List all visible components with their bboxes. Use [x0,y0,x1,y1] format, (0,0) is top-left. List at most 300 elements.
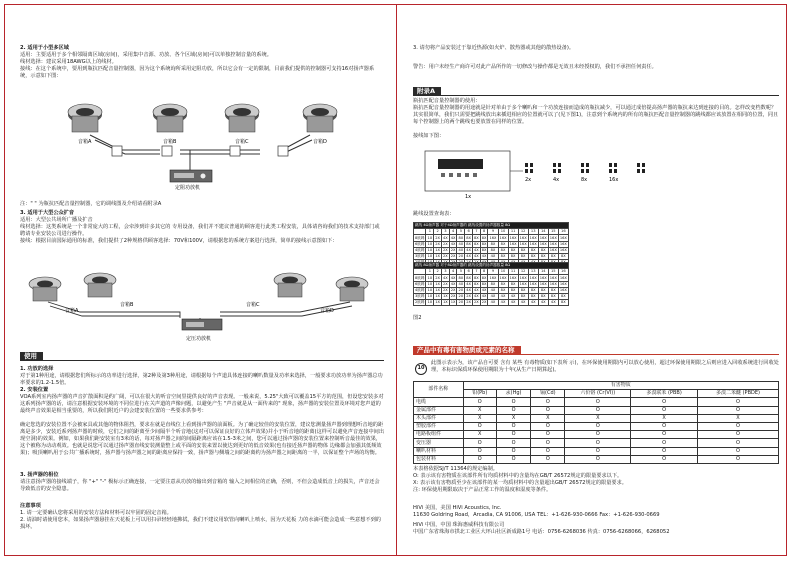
table-cell: 1X [427,281,433,286]
table-header: 跳线 8Ω扬声器 对于8Ω扬声器的 跳线设置的扬声器数量 8Ω [414,263,569,269]
speaker-c-2 [274,273,306,297]
table-cell: 16X [529,241,537,246]
rohs-cell: O [531,455,565,463]
rohs-cell: O [631,422,698,430]
speaker-b [153,104,187,132]
rohs-cell: O [631,431,698,439]
rohs-column-header: 铅(Pb) [463,390,496,398]
table-cell: 4X [488,253,498,259]
rohs-row [414,447,779,455]
rohs-row-label: 变压器 [414,439,464,447]
rohs-cell: O [496,406,530,414]
table-cell: 8X [548,287,558,293]
table-cell: 4X [450,281,456,286]
table-cell: 2X [442,247,448,252]
speaker-d [303,104,337,132]
rohs-cell: O [496,431,530,439]
figure-2-label: 图2 [413,315,422,321]
rohs-row-label: 木头部件 [414,414,464,422]
table-cell: 16X [559,241,567,246]
table-cell: 8X [488,281,498,287]
column-header: 2 [434,229,442,235]
table-cell: 4X [518,300,528,306]
rohs-row-label: 电路板组件 [414,431,464,439]
use-3-text: 请注意扬声器的接线端子，你 "+" "-" 极标示正确连接，一定要注意从功放的输出到音箱的 输入之间相位的正确，否则，不但会造成低音上的损失，声音还会导致低音的安全隐患。 [20,479,380,493]
table-cell: 16X [559,281,567,286]
column-header: 16 [558,269,568,275]
column-header: 11 [508,229,518,235]
rohs-section-header: 产品中有毒有害物质或元素的名称 [413,346,521,355]
column-header: 5 [457,229,465,235]
table-cell: 8X [498,281,508,287]
speaker-label-c: 音箱C [235,139,249,145]
table-cell: 4X [442,275,448,280]
table-cell: 8X [488,241,498,247]
company-us-address: 11630 Goldring Road，Arcadia, CA 91006, USA TEL：+1-626-930-0666 Fax：+1-626-930-0669 [413,512,660,518]
table-cell: 2X [442,287,448,292]
table-cell: 1X [435,254,440,259]
table-cell: 2X [435,275,440,280]
appendix-a-header: 附录A [413,87,441,96]
column-header: 16 [558,229,568,235]
section-3-title: 3. 适用于大型公众扩音 [20,210,75,216]
column-header: 12 [518,269,528,275]
table-cell: 16X [559,275,567,280]
speaker-label-c-2: 音箱C [246,302,260,308]
speaker-label-a: 音箱A [78,139,92,145]
table-cell: 2X [473,300,479,305]
table-cell: 1X [435,294,440,299]
table-cell: 16X [519,281,527,286]
section-2-p2: 线材选择：建议采用18AWG以上的线材。 [20,59,117,65]
table-cell: 8X [498,253,508,259]
figure-1-note: 注：" " 为瓶抗匹配音量控制器，它的调线图及介绍请看附录A [20,201,162,207]
table-cell: 2X [450,294,456,299]
rohs-cell: X [531,414,565,422]
notes-title: 注意事项 [20,503,41,509]
section-3-p1: 适用：大型公共场所广播及扩音 [20,217,93,223]
table-cell: 8X [466,241,471,246]
rohs-cell: O [531,398,565,406]
row-label: 4欧姆 [415,247,425,252]
table-cell: 4X [481,294,487,299]
use-2-text-2: 确定您选的安装位置不会被家具或其他的物体阻挡，要求在就是直线位上看到扬声器的前面板。为了确定较佳的安装位置，建议您测量扬声器到理想听音地的距离是多少，安装近系列扬声器的时候，它们之间的距离至少间隔半个听音地(这对可以保证良好的立体声效果)并小于听音地的距离(这样可以避免声音连接中间出现空洞)的效果。例如，如果我们距安装室有3米的话，每对扬声器之间的间隔距离应该在1.5-3米之间，您可以通过扬声器的安装位置来控制听音最佳的效果，这个被称为动动观效。也就是说您可以通过扬声器直线安装测量整上或平面的安装来置以使达到更好的低音效果(也有接近扬声器的物体 边缘都会加强其低频效果)；吸顶喇叭用于公共广播系统时，扬声器与扬声器之间的距离应保持一致，扬声器与侧墙之间的距离约为扬声器之间距离的一半，以保证整个声场的均衡。 [20,422,385,457]
rohs-cell: X [496,414,530,422]
rohs-note-4: 注: 环保使用期限取决于产品正常工作的温度和湿度等条件。 [413,487,552,493]
rohs-cell: X [565,414,631,422]
table-cell: 4X [466,287,471,292]
rohs-caption: 有害物质 [463,382,778,390]
table-cell: 16X [539,235,547,240]
column-header: 1 [426,269,434,275]
table-cell: 4X [466,247,471,252]
row-label: 3欧姆 [415,294,425,299]
table-cell: 1X [450,300,456,305]
multiplier-2x: 2x [525,177,532,183]
table-cell: 1X [427,241,433,246]
table-cell: 8X [538,287,548,293]
rohs-row [414,455,779,463]
table-row [414,293,569,299]
table-cell: 4X [458,281,464,286]
table-cell: 16X [529,275,537,280]
rohs-part-header: 部件名称 [414,382,464,398]
rohs-column-header: 汞(Hg) [496,390,530,398]
column-header: 2 [434,269,442,275]
rohs-note-3: X: 表示该有害物质至少在该部件的某一均质材料中的含量超出GB/T 26572规定的限量要求。 [413,480,627,486]
rohs-row [414,431,779,439]
rohs-cell: O [698,431,779,439]
table-cell: 2X [450,247,456,252]
jumper-table-8ohm [413,262,569,306]
table-cell: 8X [481,275,487,280]
row-label: 3欧姆 [415,254,425,259]
table-cell: 1X [435,300,440,305]
rohs-cell: O [531,431,565,439]
table-cell: 2X [435,241,440,246]
table-cell: 8X [538,247,548,253]
table-cell: 16X [559,247,567,252]
rohs-cell: O [463,398,496,406]
table-cell: 8X [508,247,518,253]
table-header: 跳线 4Ω扬声器 对于4Ω扬声器的 跳线设置的扬声器数量 8Ω [414,223,569,229]
warning-text: 警告：用户未经生产商许可对此产品所作的一切修改与操作都是无效且未经授权的，我们不承担任何责任。 [413,64,657,70]
amplifier-label-2: 定压功放机 [186,336,212,342]
wiring-diagram-2 [20,262,384,344]
table-cell: 16X [499,235,507,240]
rohs-cell: O [698,455,779,463]
column-header: 14 [538,229,548,235]
table-cell: 8X [528,247,538,253]
row-label: 8欧姆 [415,235,425,240]
column-header: 10 [498,269,508,275]
table-cell: 4X [466,281,471,286]
rohs-intro: 此图示表示为，该产品自可要 含有 某些 有毒物质(如下表所 示)，在环保使用期限内可以放心使用，超过环保使用期限之后则应进入回收系统进行回收处理，本标识保质环保使用期限为十年(从生产日期算起)。 [431,360,779,374]
table-row [414,275,569,281]
rohs-cell: O [496,398,530,406]
eco-period-icon: 10 [415,363,427,375]
section-3-p2: 线材选择：这类系统是一个非常庞大的工程，会牵涉到许多其它的 专用设备，我们并不建议普通的顾客进行此类工程安装，具体请咨询我们的技术支持部门或聘请专业安装公司进行操作。 [20,224,380,238]
table-cell: 8X [473,275,479,280]
rohs-cell: O [463,439,496,447]
column-header: 12 [518,229,528,235]
table-cell: 8X [558,300,568,306]
table-cell: 16X [549,241,557,246]
rohs-cell: O [496,455,530,463]
rohs-cell: O [698,439,779,447]
table-cell: 8X [528,253,538,259]
table-cell: 4X [473,247,479,252]
table-cell: 1X [427,247,433,252]
speaker-label-a-2: 音箱A [65,308,79,314]
table-cell: 8X [466,275,471,280]
rohs-row [414,406,779,414]
section-use-header: 使用 [20,352,43,361]
table-cell: 8X [481,247,487,252]
rohs-cell: O [496,439,530,447]
rohs-note-2: O: 表示该有害物质在该部件所有均质材料中的含量均在GB/T 26572规定的限量要求以下。 [413,473,623,479]
rohs-cell: O [565,422,631,430]
table-cell: 16X [489,235,497,240]
amplifier [170,170,212,182]
table-cell: 8X [518,253,528,259]
row-label: 2欧姆 [415,300,425,305]
table-cell: 2X [466,300,471,305]
rohs-row-label: 电缆 [414,398,464,406]
table-cell: 16X [529,281,537,286]
appendix-a-text: 瓶抗匹配音量控制器的用途就是针对单由于多个喇叭和一个功放连接而造成的瓶抗减少，可以通过成倍提高扬声器的瓶抗来达到连接的目的。怎样改变档数呢？其实很简单，我们只需要把跳线放出来插进相应的位置就可以了(见下图1)，注意到个系统内的所有的瓶抗匹配音量控制器的跳线都应该放置在相同的位置，同且每个控制器上的两个跳线也要放置在同样的位置。 [413,105,779,126]
section-2-p1: 适用：主要适用于多个相邻隔离区域(房间)，采用集中音源、功放、各个区域(房间)可以单独控制音量的系统。 [20,52,272,58]
table-cell: 8X [498,241,508,247]
company-cn-address: 中国广东省珠海市拱北工业区大坪山社区新成路1号 电话：0756-6268036 传真：0756-6268066，6268052 [413,529,670,535]
rohs-cell: O [631,406,698,414]
column-header: 7 [472,269,480,275]
table-cell: 2X [458,294,464,299]
table-cell: 2X [435,235,440,240]
table-row [414,241,569,247]
column-header: 5 [457,269,465,275]
table-cell: 8X [508,253,518,259]
page-divider [396,4,397,556]
table-cell: 8X [498,287,508,293]
table-cell: 8X [473,235,479,240]
table-row [414,235,569,241]
table-cell: 4X [488,293,498,299]
rohs-cell: O [531,406,565,414]
table-cell: 4X [498,293,508,299]
jumper-positions [525,163,645,173]
rohs-cell: O [531,439,565,447]
appendix-a-wiring-label: 接线如下图： [413,133,445,139]
table-cell: 8X [473,241,479,246]
column-header: 1 [426,229,434,235]
table-cell: 4X [450,235,456,240]
table-cell: 1X [427,235,433,240]
table-row [414,300,569,306]
table-cell: 8X [518,247,528,253]
table-cell: 16X [499,275,507,280]
column-header: 3 [441,269,449,275]
column-header: 10 [498,229,508,235]
table-cell: 4X [528,300,538,306]
rohs-row [414,439,779,447]
table-cell: 1X [442,300,448,305]
rohs-cell: O [463,447,496,455]
table-cell: 2X [466,294,471,299]
column-header: 3 [441,229,449,235]
table-cell: 8X [558,293,568,299]
table-cell: 4X [442,235,448,240]
wiring-diagram-1 [20,90,384,200]
table-cell: 1X [427,275,433,280]
table-cell: 16X [509,235,517,240]
table-cell: 8X [508,281,518,287]
rohs-cell: O [463,422,496,430]
rohs-column-header: 六价铬 (Cr(VI)) [565,390,631,398]
table-cell: 16X [539,241,547,246]
table-row [414,281,569,287]
table-cell: 8X [481,235,487,240]
table-cell: 8X [488,247,498,253]
table-cell: 8X [481,241,487,246]
row-label: 6欧姆 [415,241,425,246]
table-cell: 8X [548,253,558,259]
table-cell: 8X [508,287,518,293]
speaker-label-b: 音箱B [163,139,177,145]
rohs-cell: O [496,422,530,430]
table-cell: 16X [489,275,497,280]
column-header: 7 [472,229,480,235]
rohs-cell: O [698,422,779,430]
table-cell: 16X [519,241,527,246]
table-cell: 2X [442,254,448,259]
right-item-3: 3. 请勿将产品安装过于靠近热源(如火炉、散热器或其他的散热设备)。 [413,45,575,51]
table-cell: 2X [458,254,464,259]
table-cell: 4X [450,241,456,246]
table-cell: 1X [427,287,433,292]
table-cell: 4X [466,254,471,259]
table-cell: 4X [548,300,558,306]
table-cell: 8X [538,293,548,299]
right-page [413,0,779,561]
row-label: 8欧姆 [415,275,425,280]
table-cell: 4X [481,254,487,259]
rohs-note-1: 本表格依据SJ/T 11364的规定编制。 [413,466,498,472]
table-cell: 2X [442,241,448,246]
table-cell: 4X [458,247,464,252]
table-cell: 8X [558,253,568,259]
table-cell: 8X [498,247,508,253]
rohs-cell: O [565,455,631,463]
table-cell: 16X [539,281,547,286]
table-cell: 4X [508,300,518,306]
rohs-cell: O [565,439,631,447]
table-cell: 8X [473,281,479,286]
table-cell: 8X [481,281,487,286]
table-cell: 2X [458,287,464,292]
use-1-title: 1. 功放的选择 [20,366,54,372]
rohs-cell: O [531,422,565,430]
use-3-title: 3. 扬声器的相位 [20,472,59,478]
rohs-cell: X [698,414,779,422]
rohs-cell: X [463,414,496,422]
table-cell: 16X [529,235,537,240]
table-cell: 1X [435,281,440,286]
rohs-cell: X [463,431,496,439]
table-cell: 16X [509,275,517,280]
use-2-text-1: VOA系列室内扬声器的声音扩散面积是约广阔，可以在很大的听音空间里提供良好的声音表现。一般来说，5.25"大致可以覆盖15平方的范围，但设您安装多对这系列扬声器的话，请注意根据安装环境的不同位进行在关声道的声像问题，以避免产生 "声音就是从一面传来的" 现象，扬声器的安装位置及环境对您声道的最终声音效果是相当重要的，所以我们附近户的会建安装位置的一些要求供参考： [20,394,384,415]
multiplier-16x: 16x [609,177,619,183]
rohs-column-header: 多溴二苯醚 (PBDE) [698,390,779,398]
table-cell: 8X [528,287,538,293]
rohs-column-header: 镉(Cd) [531,390,565,398]
rohs-row-label: 包装材料 [414,455,464,463]
rohs-cell: O [463,455,496,463]
company-us: HiVi 美国，美国 HiVi Acoustics, Inc. [413,505,502,511]
section-2-title: 2. 适用于小型多区域 [20,45,69,51]
table-cell: 4X [498,300,508,306]
table-cell: 4X [488,300,498,306]
rohs-cell: O [698,447,779,455]
table-cell: 4X [450,275,456,280]
rohs-cell: O [531,447,565,455]
rohs-cell: O [565,406,631,414]
table-cell: 2X [442,281,448,286]
left-page [20,0,384,561]
speaker-label-b-2: 音箱B [120,302,134,308]
speaker-a [68,104,102,132]
rohs-cell: O [565,447,631,455]
table-caption: 跳线设置查询表： [413,211,455,217]
table-cell: 16X [519,275,527,280]
column-header: 8 [480,229,488,235]
multiplier-8x: 8x [581,177,588,183]
column-header: 15 [548,229,558,235]
rohs-cell: O [698,398,779,406]
table-cell: 8X [458,235,464,240]
section-use-rule [20,360,384,361]
table-cell: 16X [539,275,547,280]
use-2-title: 2. 安装位置 [20,387,49,393]
table-cell: 4X [473,287,479,292]
table-cell: 4X [508,293,518,299]
rohs-cell: O [565,398,631,406]
jumper-table-4ohm [413,222,569,266]
row-label: 6欧姆 [415,281,425,286]
table-cell: 4X [481,287,487,292]
column-header: 9 [488,269,498,275]
jumper-diagram [413,143,779,203]
rohs-row-label: 塑胶部件 [414,422,464,430]
rohs-row-label: 喇叭材料 [414,447,464,455]
table-cell: 8X [466,235,471,240]
rohs-row [414,422,779,430]
section-3-p3: 接线：根据目前国际通用的标准，我们提供了2种规格供顾客选择：70V和100V，请根据您的系统方案进行选择，简单的接线示意图如下： [20,238,338,244]
company-cn: HiVi 中国，中国 珠海惠威科技有限公司 [413,522,505,528]
table-cell: 1X [435,287,440,292]
table-cell: 16X [509,241,517,246]
column-header: 13 [528,269,538,275]
column-header: 11 [508,269,518,275]
table-cell: 8X [458,275,464,280]
column-header: 6 [465,229,473,235]
table-cell: 16X [559,235,567,240]
rohs-table [413,381,779,464]
table-cell: 8X [528,293,538,299]
rohs-cell: O [565,431,631,439]
table-cell: 16X [559,287,567,292]
table-cell: 4X [473,254,479,259]
use-1-text: 对于第1种用途，请根据您们所标示的功率进行选择，第2种及第3种用途，请根据每个声道具体连接的喇叭数量及功率来选择，一般要求功放功率为扬声器总功率要求的1.2-1.5倍。 [20,373,383,387]
table-cell: 16X [549,281,557,286]
table-cell: 2X [450,287,456,292]
rohs-row [414,398,779,406]
speaker-d-2 [336,277,368,301]
note-2: 2. 请油时请使用您本，如果扬声器悬挂在天花板上可以用扫帚轻轻地拂拭，我们不建议用软管向喇叭上喷水，因为天花板 力的水滴可能会造成一些意想不到的损坏。 [20,517,381,531]
speaker-label-d: 音箱D [313,139,327,145]
appendix-a-subtitle: 瓶抗匹配音量控制器的使用： [413,98,481,104]
table-cell: 2X [450,254,456,259]
rohs-section-rule [413,354,779,355]
table-row [414,247,569,253]
rohs-cell: O [631,439,698,447]
section-2-p3: 接线：在这个系统中，要用到瓶抗匹配音量控制器，因为这个系统询所采用定阻功放，所以它会有一定的限制，目前我们提供的控制器可支持16对扬声器系统，示意如下图： [20,66,375,80]
table-cell: 16X [549,275,557,280]
table-cell: 4X [488,287,498,293]
row-label: 4欧姆 [415,287,425,292]
rohs-cell: X [631,414,698,422]
column-header: 14 [538,269,548,275]
